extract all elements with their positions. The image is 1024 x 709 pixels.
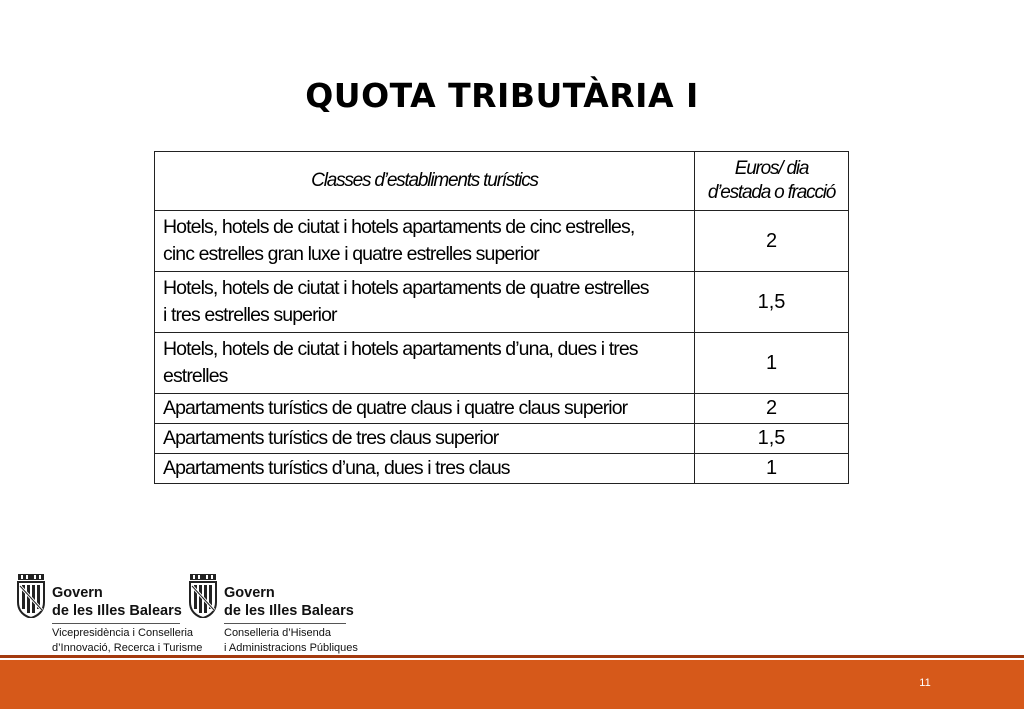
table-row (155, 394, 849, 424)
footer-bar (0, 660, 1024, 709)
header-euros-line1: Euros/ dia (734, 158, 809, 179)
row-value: 1,5 (695, 424, 849, 454)
table-row (155, 272, 849, 333)
govern-logo-turisme (16, 574, 206, 654)
row-class-line2: cinc estrelles gran luxe i quatre estrelles superior (163, 243, 539, 265)
department-name (224, 626, 358, 656)
table-row (155, 333, 849, 394)
page-number: 11 (919, 677, 931, 689)
footer-divider (0, 655, 1024, 658)
table-row (155, 211, 849, 272)
row-value: 1,5 (695, 272, 849, 333)
row-class-line1: Hotels, hotels de ciutat i hotels apartaments de quatre estrelles (163, 277, 649, 299)
table-row (155, 454, 849, 484)
header-establishment-class: Classes d’establiments turístics (155, 152, 695, 211)
row-class: Apartaments turístics d’una, dues i tres claus (155, 454, 695, 484)
govern-line1: Govern (224, 585, 275, 601)
row-class (155, 272, 695, 333)
header-euros-line2: d’estada o fracció (707, 182, 836, 203)
page-title: QUOTA TRIBUTÀRIA I (305, 76, 699, 115)
logo-divider (52, 623, 180, 624)
govern-name (52, 584, 182, 620)
govern-line2: de les Illes Balears (224, 603, 354, 619)
row-class: Apartaments turístics de tres claus superior (155, 424, 695, 454)
row-class (155, 211, 695, 272)
row-value: 1 (695, 454, 849, 484)
table-header-row (155, 152, 849, 211)
row-class: Apartaments turístics de quatre claus i quatre claus superior (155, 394, 695, 424)
header-euros-per-day (695, 152, 849, 211)
row-class-line1: Hotels, hotels de ciutat i hotels apartaments de cinc estrelles, (163, 216, 635, 238)
row-value: 1 (695, 333, 849, 394)
govern-line1: Govern (52, 585, 103, 601)
department-name (52, 626, 202, 656)
department-line2: d’Innovació, Recerca i Turisme (52, 642, 203, 654)
row-value: 2 (695, 211, 849, 272)
coat-of-arms-icon (188, 574, 218, 618)
row-class-line2: i tres estrelles superior (163, 304, 337, 326)
row-class-line2: estrelles (163, 365, 228, 387)
govern-name (224, 584, 354, 620)
tax-table (154, 151, 849, 484)
row-value: 2 (695, 394, 849, 424)
department-line1: Vicepresidència i Conselleria (52, 627, 194, 639)
govern-line2: de les Illes Balears (52, 603, 182, 619)
table-row (155, 424, 849, 454)
department-line2: i Administracions Públiques (224, 642, 358, 654)
coat-of-arms-icon (16, 574, 46, 618)
govern-logo-hisenda (188, 574, 368, 654)
logo-divider (224, 623, 346, 624)
row-class-line1: Hotels, hotels de ciutat i hotels apartaments d’una, dues i tres (163, 338, 638, 360)
department-line1: Conselleria d’Hisenda (224, 627, 332, 639)
row-class (155, 333, 695, 394)
